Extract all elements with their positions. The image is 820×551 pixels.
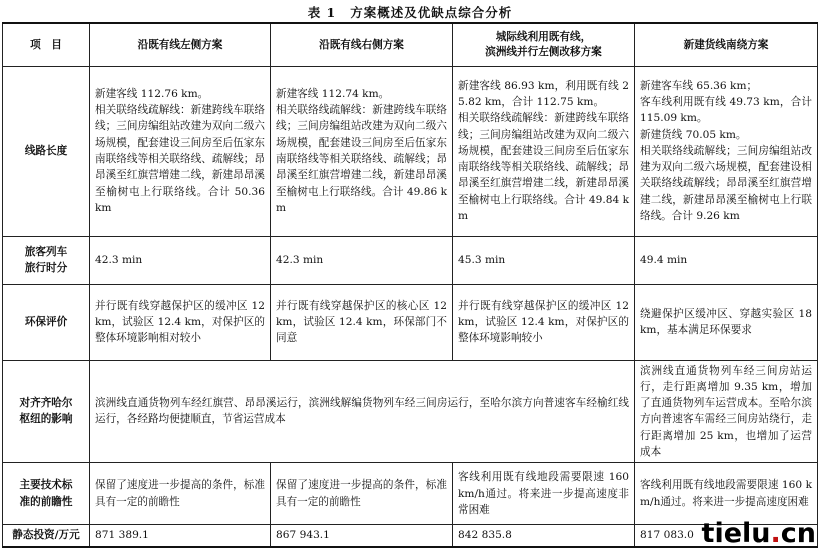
row-label: 对齐齐哈尔 枢纽的影响	[3, 360, 90, 463]
cell: 客线利用既有线地段需要限速 160 km/h通过。将来进一步提高速度困难	[635, 463, 818, 525]
scheme-comparison-table	[2, 22, 818, 548]
cell: 保留了速度进一步提高的条件，标准具有一定的前瞻性	[271, 463, 453, 525]
cell: 客线利用既有线地段需要限速 160 km/h通过。将来进一步提高速度非常困难	[453, 463, 635, 525]
row-route-length	[3, 66, 818, 236]
cell: 滨洲线直通货物列车经三间房站运行，走行距离增加 9.35 km，增加了直通货物列车运营成本。至哈尔滨方向普速客车需经三间房站绕行，走行距离增加 25 km，也增加了运营成本	[635, 360, 818, 463]
row-tech-standard	[3, 463, 818, 525]
cell: 绕避保护区缓冲区、穿越实验区 18 km，基本满足环保要求	[635, 284, 818, 360]
cell: 新建客车线 65.36 km； 客车线利用既有线 49.73 km，合计 115.09 km。 新建货线 70.05 km。 相关联络线疏解线；三间房编组站改建为双向二级六场规模，配套建设相关联络线疏解线；昂昂溪至红旗营增建二线，新建昂昂溪至榆树屯上行联络线。合计 9.26 km	[635, 66, 818, 236]
table-title	[0, 3, 820, 21]
header-item: 项 目	[3, 23, 90, 66]
cell: 并行既有线穿越保护区的缓冲区 12 km，试验区 12.4 km，对保护区的整体环境影响较小	[453, 284, 635, 360]
cell: 842 835.8	[453, 525, 635, 547]
cell: 871 389.1	[90, 525, 271, 547]
cell: 保留了速度进一步提高的条件，标准具有一定的前瞻性	[90, 463, 271, 525]
watermark-text-left: tielu	[701, 518, 771, 549]
cell: 新建客线 112.74 km。 相关联络线疏解线：新建跨线车联络线；三间房编组站改建为双向二级六场规模，配套建设三间房至后伍家东南联络线等相关联络线、疏解线；昂昂溪至红旗营增建二线，新建昂昂溪至榆树屯上行联络线。合计 49.86 km	[271, 66, 453, 236]
table-title-text: 方案概述及优缺点综合分析	[350, 5, 513, 20]
cell: 新建客线 112.76 km。 相关联络线疏解线：新建跨线车联络线；三间房编组站改建为双向二级六场规模，配套建设三间房至后伍家东南联络线等相关联络线、疏解线；昂昂溪至红旗营增建二线，新建昂昂溪至榆树屯上行联络线。合计 50.36 km	[90, 66, 271, 236]
cell: 并行既有线穿越保护区的缓冲区 12 km，试验区 12.4 km，对保护区的整体环境影响相对较小	[90, 284, 271, 360]
row-label: 旅客列车 旅行时分	[3, 236, 90, 284]
header-south-scheme: 新建货线南绕方案	[635, 23, 818, 66]
header-right-scheme: 沿既有线右侧方案	[271, 23, 453, 66]
cell: 817 083.0	[635, 525, 818, 547]
row-hub-impact	[3, 360, 818, 463]
watermark-dot: .	[770, 518, 781, 549]
cell: 42.3 min	[271, 236, 453, 284]
cell: 49.4 min	[635, 236, 818, 284]
watermark-text-right: cn	[780, 518, 816, 549]
row-label: 环保评价	[3, 284, 90, 360]
row-label: 线路长度	[3, 66, 90, 236]
header-intercity-line2: 滨洲线并行左侧改移方案	[485, 45, 602, 58]
row-investment	[3, 525, 818, 547]
site-watermark-logo	[702, 518, 816, 549]
header-left-scheme: 沿既有线左侧方案	[90, 23, 271, 66]
cell-merged: 滨洲线直通货物列车经红旗营、昂昂溪运行，滨洲线解编货物列车经三间房运行，至哈尔滨方向普速客车经榆红线运行，各经路均便捷顺直，节省运营成本	[90, 360, 635, 463]
cell: 45.3 min	[453, 236, 635, 284]
header-intercity-scheme	[453, 23, 635, 66]
table-number: 表 1	[307, 5, 337, 20]
header-intercity-line1: 城际线利用既有线，	[495, 30, 592, 43]
row-label: 主要技术标 准的前瞻性	[3, 463, 90, 525]
cell: 867 943.1	[271, 525, 453, 547]
cell: 新建客线 86.93 km，利用既有线 25.82 km，合计 112.75 km。 相关联络线疏解线：新建跨线车联络线；三间房编组站改建为双向二级六场规模，配套建设三间房至后伍家东南联络线等相关联络线、疏解线；昂昂溪至红旗营增建二线，新建昂昂溪至榆树屯上行联络线。合计 49.84 km	[453, 66, 635, 236]
cell: 并行既有线穿越保护区的核心区 12 km，试验区 12.4 km，环保部门不同意	[271, 284, 453, 360]
row-travel-time	[3, 236, 818, 284]
cell: 42.3 min	[90, 236, 271, 284]
row-environment	[3, 284, 818, 360]
row-label: 静态投资/万元	[3, 525, 90, 547]
header-row	[3, 23, 818, 66]
